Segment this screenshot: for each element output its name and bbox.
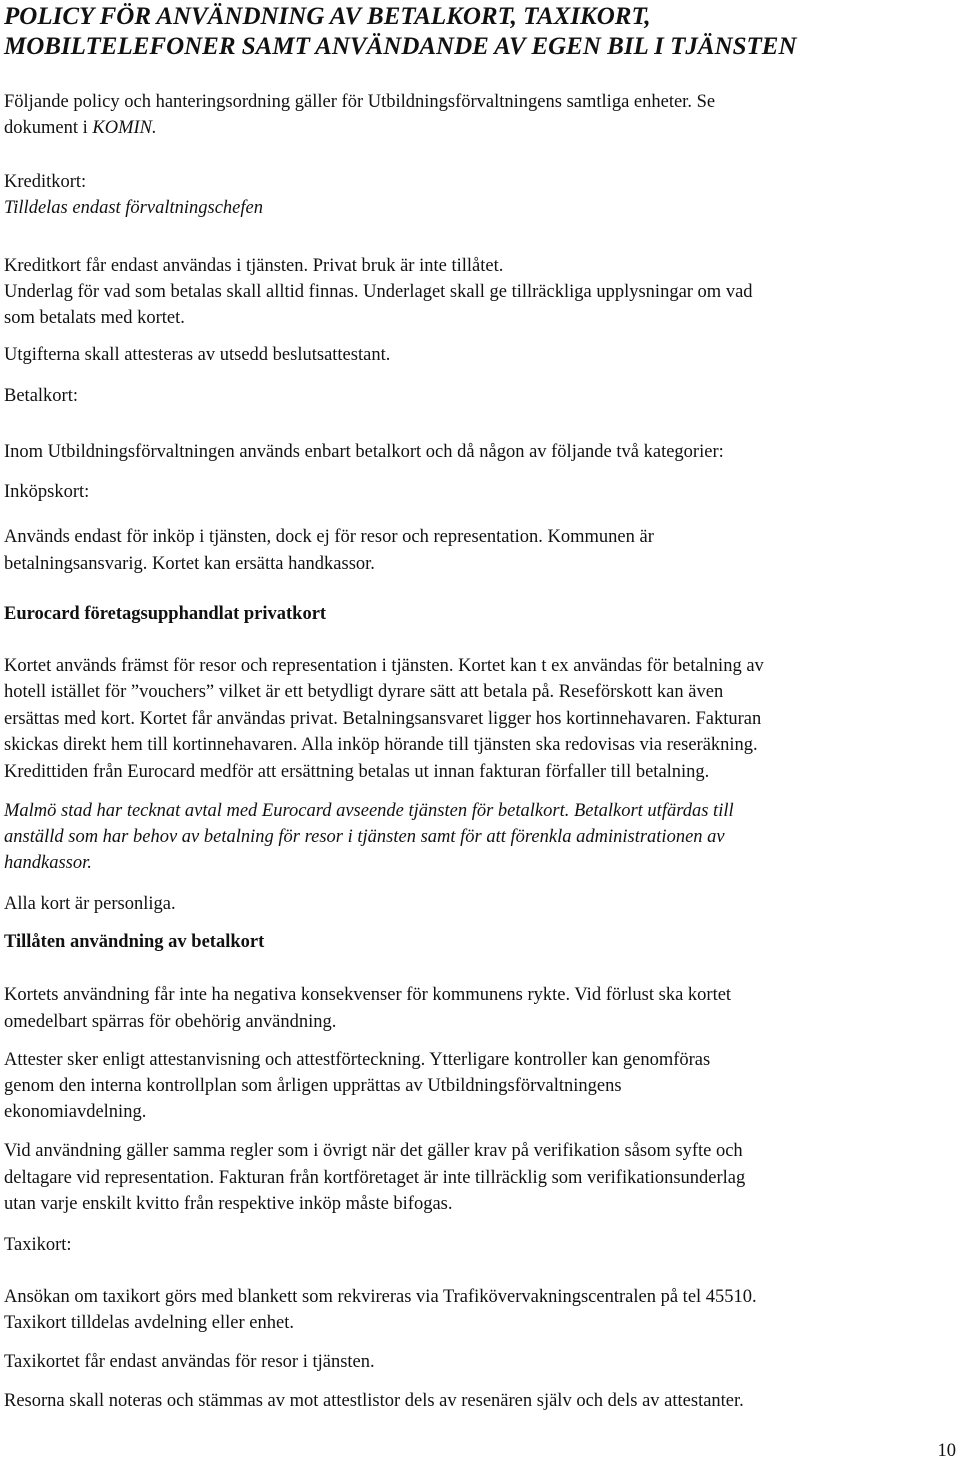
intro-text: dokument i [4,118,93,138]
kreditkort-subheading: Tilldelas endast förvaltningschefen [4,198,263,218]
tillaten-p3-line-3: utan varje enskilt kvitto från respektive inköp måste bifogas. [4,1194,453,1214]
intro-line-1: Följande policy och hanteringsordning gäller för Utbildningsförvaltningens samtliga enheter. Se [4,92,716,112]
taxikort-p1-line-1: Ansökan om taxikort görs med blankett som rekvireras via Trafikövervakningscentralen på tel 45510. [4,1287,757,1307]
tillaten-heading: Tillåten användning av betalkort [4,932,265,952]
eurocard-heading: Eurocard företagsupphandlat privatkort [4,604,327,624]
kreditkort-heading: Kreditkort: [4,172,87,192]
tillaten-p2-line-3: ekonomiavdelning. [4,1102,147,1122]
kreditkort-paragraph-line-2: Underlag för vad som betalas skall alltid finnas. Underlaget skall ge tillräckliga upplysningar om vad [4,282,753,302]
tillaten-p2-line-2: genom den interna kontrollplan som årligen upprättas av Utbildningsförvaltningens [4,1076,622,1096]
komin-reference: KOMIN. [92,118,157,138]
tillaten-p1-line-1: Kortets användning får inte ha negativa konsekvenser för kommunens rykte. Vid förlust ska kortet [4,985,732,1005]
betalkort-intro: Inom Utbildningsförvaltningen används enbart betalkort och då någon av följande två kategorier: [4,442,724,462]
eurocard-line-2: hotell istället för ”vouchers” vilket är ett betydligt dyrare sätt att betala på. Reseförskott kan även [4,682,724,702]
malmo-agreement-line-2: anställd som har behov av betalning för resor i tjänsten samt för att förenkla administrationen av [4,827,725,847]
kreditkort-paragraph-line-1: Kreditkort får endast användas i tjänsten. Privat bruk är inte tillåtet. [4,256,504,276]
taxikort-heading: Taxikort: [4,1235,72,1255]
inkopskort-line-1: Används endast för inköp i tjänsten, dock ej för resor och representation. Kommunen är [4,527,654,547]
malmo-agreement-line-3: handkassor. [4,853,92,873]
tillaten-p3-line-2: deltagare vid representation. Fakturan från kortföretaget är inte tillräcklig som verifikationsunderlag [4,1168,746,1188]
kreditkort-attest-text: Utgifterna skall attesteras av utsedd beslutsattestant. [4,345,391,365]
taxikort-usage-text: Taxikortet får endast användas för resor i tjänsten. [4,1352,375,1372]
tillaten-p3-line-1: Vid användning gäller samma regler som i övrigt när det gäller krav på verifikation såsom syfte och [4,1141,743,1161]
taxikort-reconcile-text: Resorna skall noteras och stämmas av mot attestlistor dels av resenären själv och dels av attestanter. [4,1391,744,1411]
malmo-agreement-line-1: Malmö stad har tecknat avtal med Eurocard avseende tjänsten för betalkort. Betalkort utfärdas till [4,801,734,821]
intro-line-2 [4,115,956,142]
eurocard-line-5: Kredittiden från Eurocard medför att ersättning betalas ut innan fakturan förfaller till betalning. [4,762,710,782]
tillaten-p1-line-2: omedelbart spärras för obehörig användning. [4,1012,337,1032]
eurocard-line-1: Kortet används främst för resor och representation i tjänsten. Kortet kan t ex användas för betalning av [4,656,764,676]
taxikort-p1-line-2: Taxikort tilldelas avdelning eller enhet. [4,1313,294,1333]
tillaten-p2-line-1: Attester sker enligt attestanvisning och attestförteckning. Ytterligare kontroller kan genomföras [4,1050,711,1070]
inkopskort-line-2: betalningsansvarig. Kortet kan ersätta handkassor. [4,554,375,574]
betalkort-heading: Betalkort: [4,386,78,406]
inkopskort-heading: Inköpskort: [4,482,90,502]
page-number: 10 [937,1441,956,1461]
document-title-line-2: MOBILTELEFONER SAMT ANVÄNDANDE AV EGEN BIL I TJÄNSTEN [4,33,797,60]
eurocard-line-4: skickas direkt hem till kortinnehavaren. Alla inköp hörande till tjänsten ska redovisas via reseräkning. [4,735,758,755]
kreditkort-paragraph-line-3: som betalats med kortet. [4,308,185,328]
eurocard-line-3: ersättas med kort. Kortet får användas privat. Betalningsansvaret ligger hos kortinnehavaren. Fakturan [4,709,762,729]
personal-cards-text: Alla kort är personliga. [4,894,176,914]
document-title-line-1: POLICY FÖR ANVÄNDNING AV BETALKORT, TAXIKORT, [4,3,651,30]
